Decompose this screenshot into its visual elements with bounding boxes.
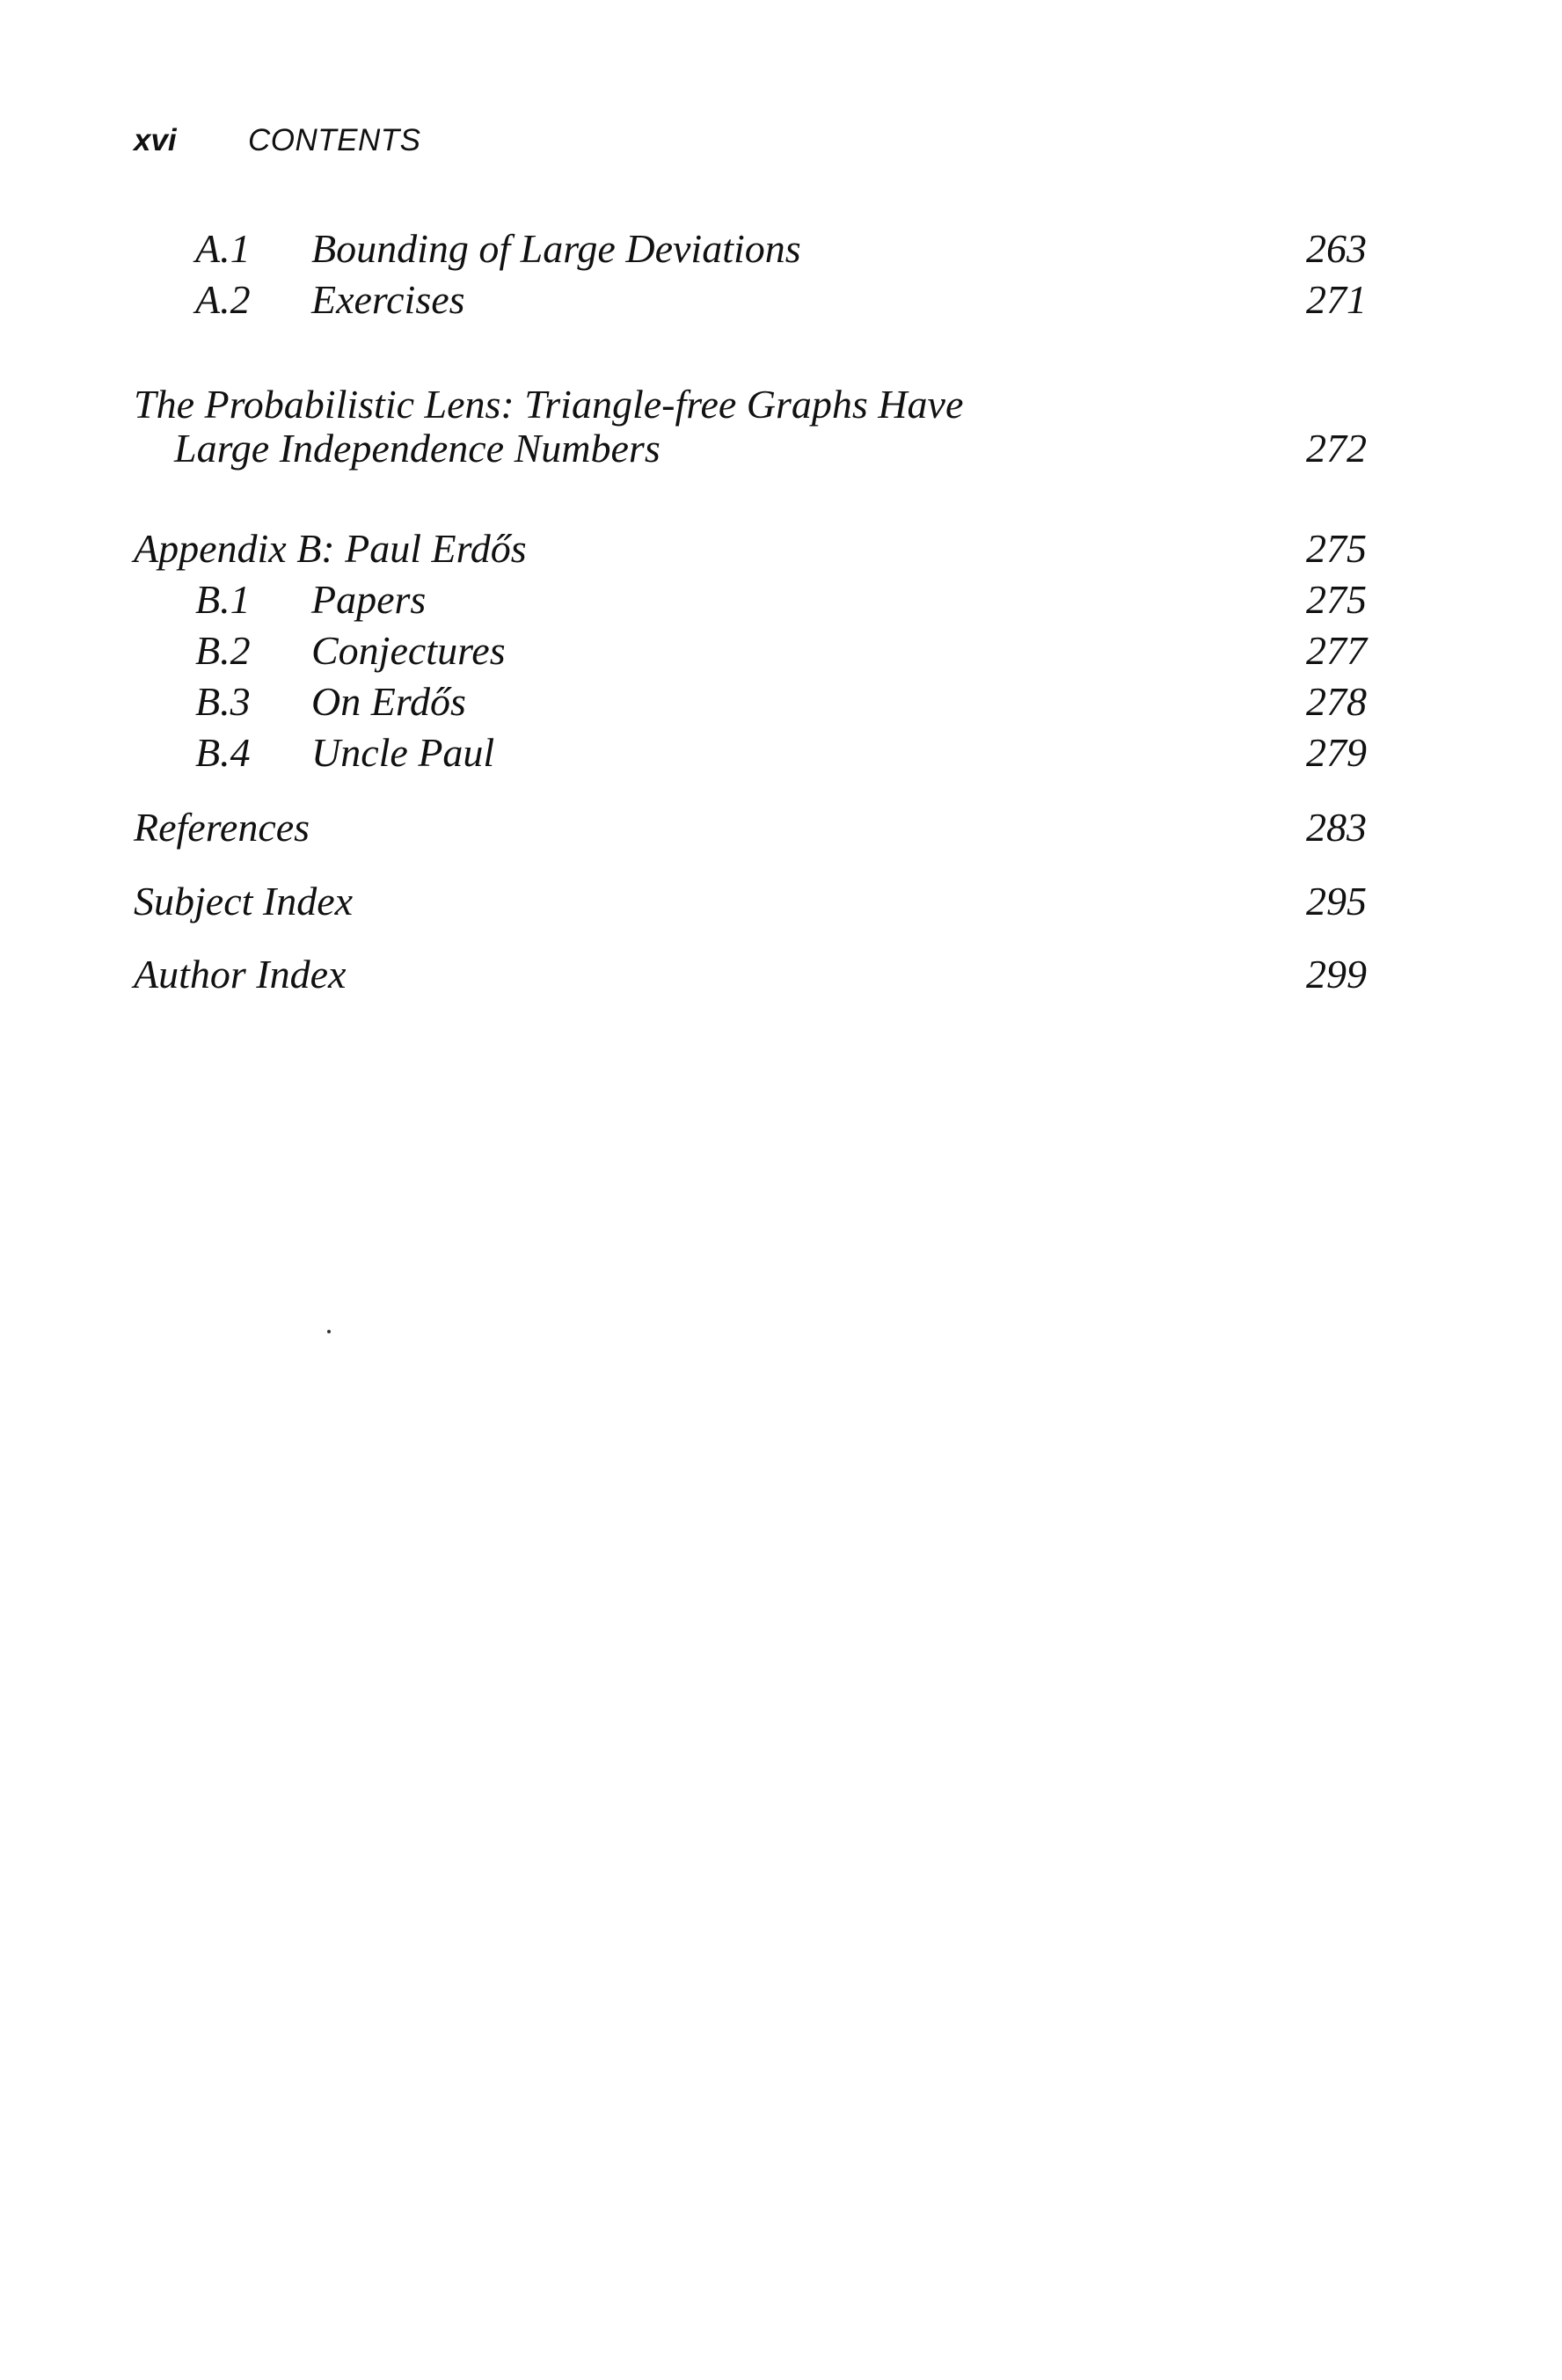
page-number: 271	[1306, 277, 1367, 322]
page-number: 272	[1306, 426, 1367, 471]
section-title: On Erdős	[311, 679, 466, 724]
section-title: Exercises	[311, 277, 465, 322]
section-number: A.1	[195, 226, 251, 271]
page-number: 278	[1306, 679, 1367, 724]
page-number: 263	[1306, 226, 1367, 271]
section-title: Papers	[311, 577, 427, 622]
chapter-title: Subject Index	[134, 879, 354, 924]
section-number: B.1	[195, 577, 251, 622]
page-number: 275	[1306, 577, 1367, 622]
chapter-title: Appendix B: Paul Erdős	[134, 526, 527, 571]
section-number: B.3	[195, 679, 251, 724]
chapter-title: Author Index	[134, 952, 347, 997]
page-folio: xvi	[134, 123, 177, 157]
section-title: Conjectures	[311, 628, 506, 673]
section-number: B.2	[195, 628, 251, 673]
chapter-title: References	[134, 805, 310, 850]
chapter-title-continued: Large Independence Numbers	[174, 426, 661, 471]
page-number: 277	[1306, 628, 1367, 673]
section-number: B.4	[195, 730, 251, 775]
section-title: Uncle Paul	[311, 730, 495, 775]
section-title: Bounding of Large Deviations	[311, 226, 801, 271]
page-number: 279	[1306, 730, 1367, 775]
page-number: 275	[1306, 526, 1367, 571]
running-head-title: CONTENTS	[248, 123, 421, 157]
page-number: 299	[1306, 952, 1367, 997]
running-head	[134, 125, 421, 156]
page-number: 283	[1306, 805, 1367, 850]
page-number: 295	[1306, 879, 1367, 924]
chapter-title: The Probabilistic Lens: Triangle-free Graphs Have	[134, 382, 964, 427]
scan-speck	[327, 1330, 331, 1333]
section-number: A.2	[195, 277, 251, 322]
